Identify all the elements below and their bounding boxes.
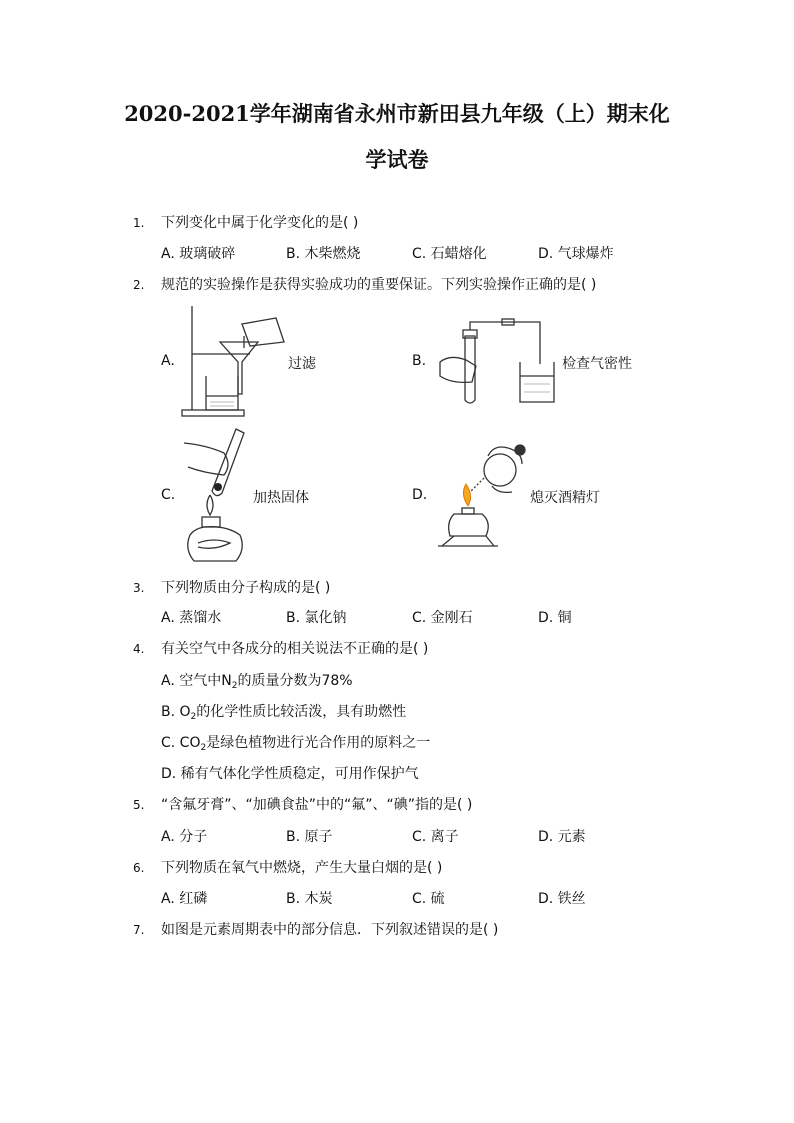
question-text: 有关空气中各成分的相关说法不正确的是( ) xyxy=(161,641,429,657)
question-6-option-b: B. 木炭 xyxy=(286,891,333,907)
question-2-option-d-caption: 熄灭酒精灯 xyxy=(530,490,600,506)
question-number: 7. xyxy=(133,923,145,937)
question-6-option-a: A. 红磷 xyxy=(161,891,208,907)
question-number: 4. xyxy=(133,642,145,656)
question-4-option-d xyxy=(161,765,419,783)
option-text: D. 稀有气体化学性质稳定，可用作保护气 xyxy=(161,766,419,782)
question-2-option-d-letter: D. xyxy=(412,487,428,503)
question-6-option-d: D. 铁丝 xyxy=(538,891,586,907)
option-text: C. CO xyxy=(161,735,201,751)
question-3-option-a: A. 蒸馏水 xyxy=(161,610,222,626)
question-5 xyxy=(133,796,472,814)
option-text: A. 空气中N xyxy=(161,673,232,689)
subscript: 2 xyxy=(231,681,238,691)
question-2-option-a-caption: 过滤 xyxy=(288,356,316,372)
exam-title-line-2: 学试卷 xyxy=(365,147,429,172)
question-1-option-c: C. 石蜡熔化 xyxy=(412,246,487,262)
question-2-option-a-letter: A. xyxy=(161,353,175,369)
question-text: “含氟牙膏”、“加碘食盐”中的“氟”、“碘”指的是( ) xyxy=(161,797,473,813)
option-text: 的质量分数为78% xyxy=(237,673,353,689)
question-3-option-d: D. 铜 xyxy=(538,610,572,626)
question-2-option-b-letter: B. xyxy=(412,353,427,369)
question-1-option-b: B. 木柴燃烧 xyxy=(286,246,361,262)
option-text: 的化学性质比较活泼，具有助燃性 xyxy=(196,704,407,720)
question-number: 6. xyxy=(133,861,145,875)
question-1 xyxy=(133,214,358,232)
question-2-option-c-letter: C. xyxy=(161,487,176,503)
question-5-option-c: C. 离子 xyxy=(412,829,459,845)
question-number: 2. xyxy=(133,278,145,292)
question-text: 下列变化中属于化学变化的是( ) xyxy=(161,215,359,231)
question-4-option-b xyxy=(161,703,406,726)
question-text: 如图是元素周期表中的部分信息．下列叙述错误的是( ) xyxy=(161,922,499,938)
question-4-option-a xyxy=(161,672,353,695)
question-5-option-a: A. 分子 xyxy=(161,829,208,845)
question-2 xyxy=(133,276,596,294)
blowing-out-alcohol-lamp-image xyxy=(432,440,530,552)
question-4-option-c xyxy=(161,734,430,757)
question-4 xyxy=(133,640,428,658)
question-7 xyxy=(133,921,498,939)
subscript: 2 xyxy=(190,712,197,722)
question-2-option-b-caption: 检查气密性 xyxy=(562,356,632,372)
filtration-apparatus-image xyxy=(180,302,288,420)
airtightness-check-apparatus-image xyxy=(432,314,562,410)
question-number: 5. xyxy=(133,798,145,812)
question-5-option-d: D. 元素 xyxy=(538,829,586,845)
question-1-option-a: A. 玻璃破碎 xyxy=(161,246,236,262)
question-2-option-c-caption: 加热固体 xyxy=(253,490,309,506)
question-text: 规范的实验操作是获得实验成功的重要保证。下列实验操作正确的是( ) xyxy=(161,277,597,293)
question-3 xyxy=(133,579,330,597)
question-number: 1. xyxy=(133,216,145,230)
question-6-option-c: C. 硫 xyxy=(412,891,445,907)
question-1-option-d: D. 气球爆炸 xyxy=(538,246,614,262)
option-text: 是绿色植物进行光合作用的原料之一 xyxy=(206,735,431,751)
question-text: 下列物质由分子构成的是( ) xyxy=(161,580,331,596)
question-3-option-b: B. 氯化钠 xyxy=(286,610,347,626)
question-5-option-b: B. 原子 xyxy=(286,829,333,845)
exam-title-line-1: 2020-2021学年湖南省永州市新田县九年级（上）期末化 xyxy=(124,101,670,126)
question-text: 下列物质在氧气中燃烧，产生大量白烟的是( ) xyxy=(161,860,443,876)
heating-solid-test-tube-image xyxy=(180,425,252,567)
question-3-option-c: C. 金刚石 xyxy=(412,610,473,626)
question-number: 3. xyxy=(133,581,145,595)
option-text: B. O xyxy=(161,704,191,720)
subscript: 2 xyxy=(200,743,207,753)
question-6 xyxy=(133,859,442,877)
